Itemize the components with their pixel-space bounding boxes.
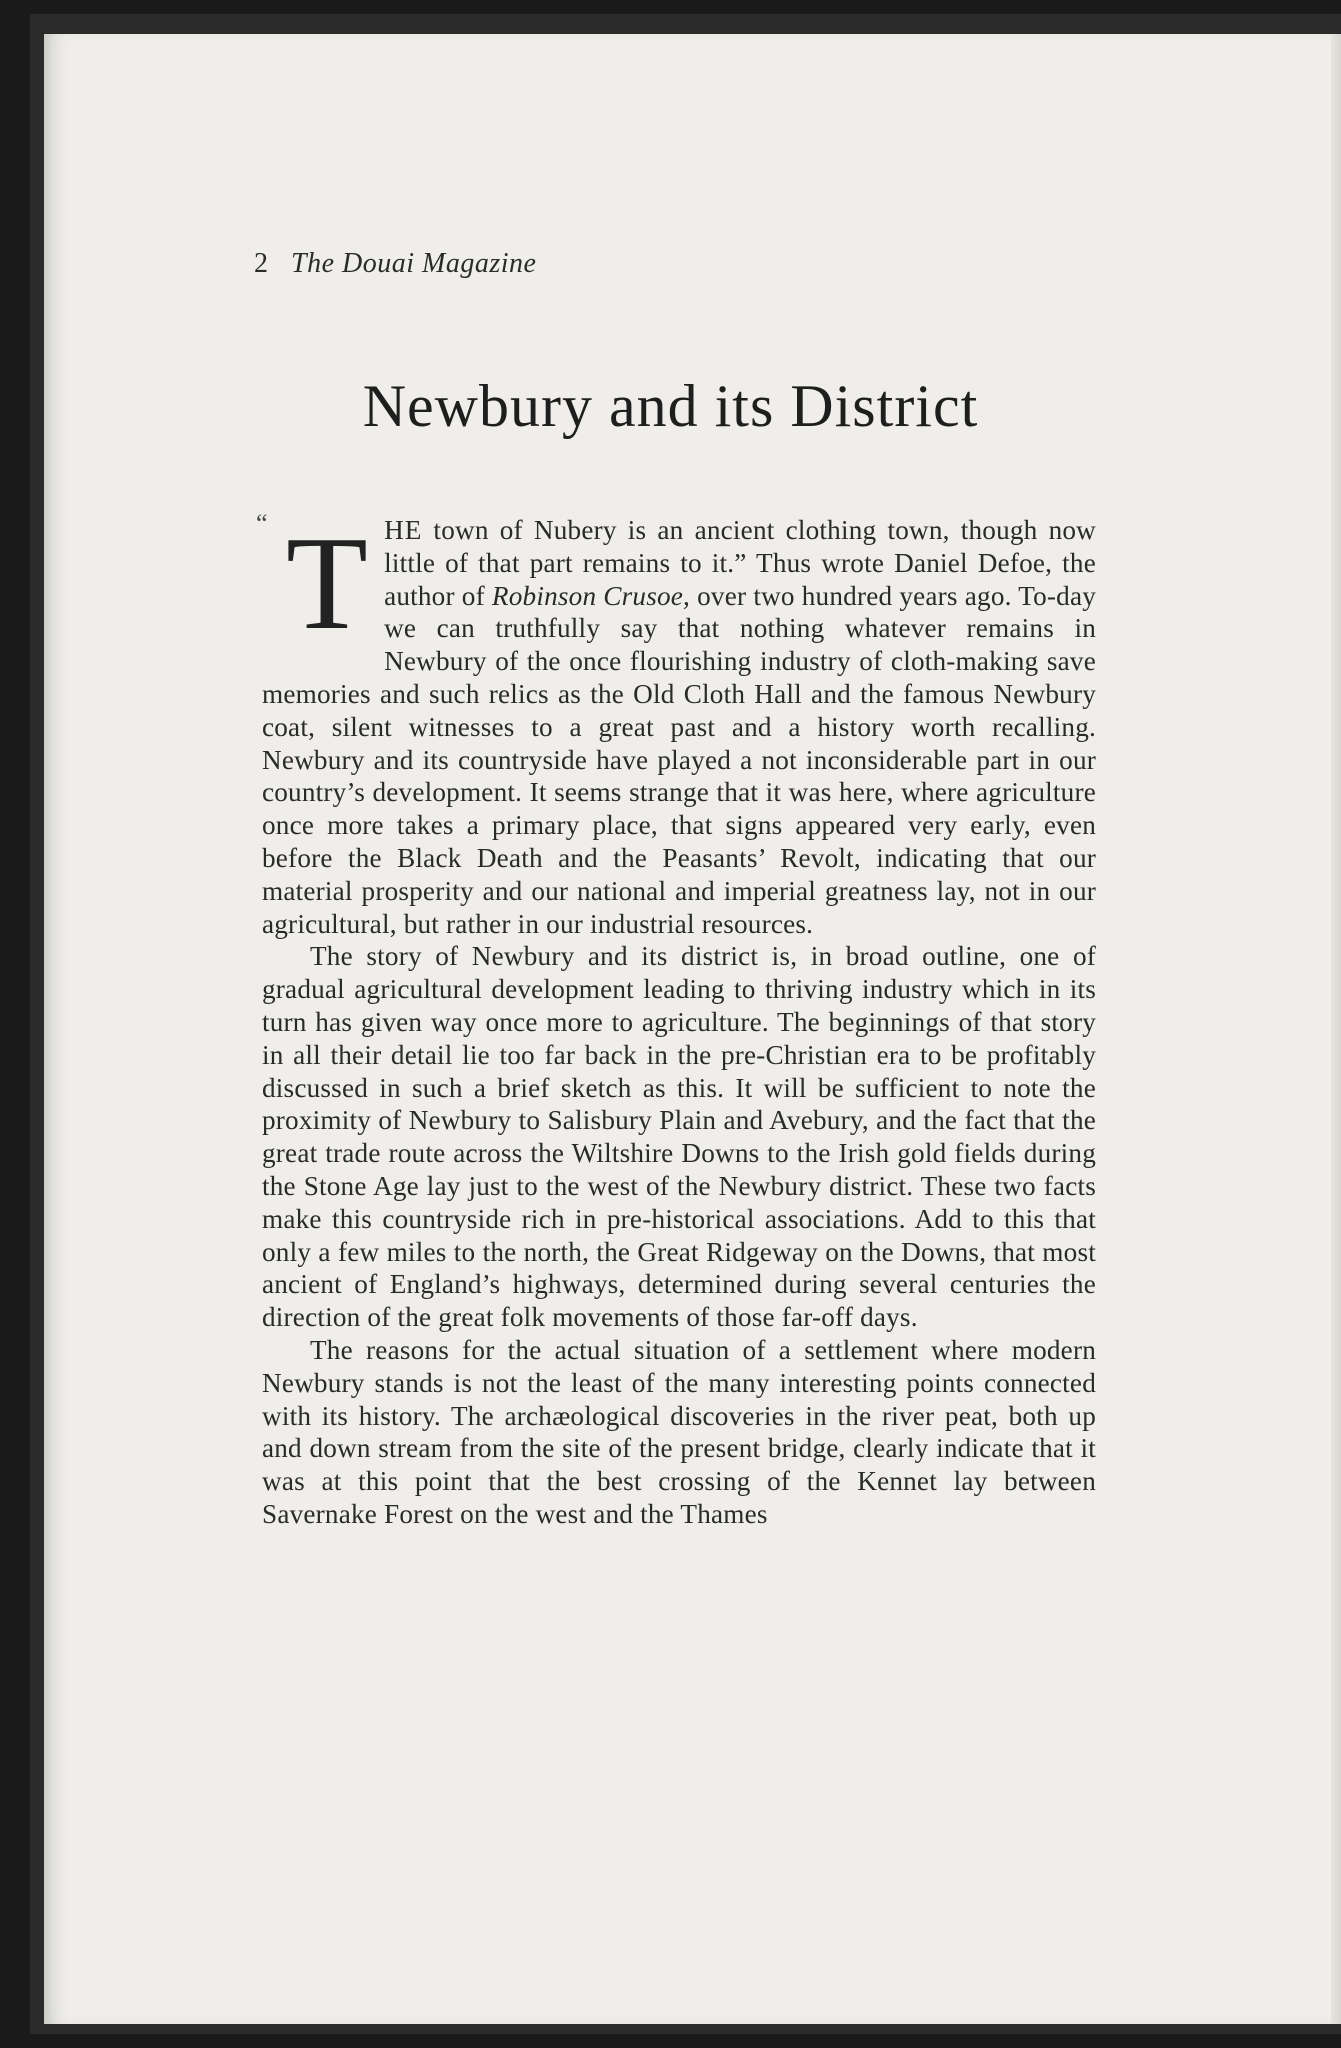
paragraph-1-text-b: over two hundred years ago. To-day we can truthfully say that nothing whatever remains in Newbury of the once flourishing industry of cloth-making save memories and such relics as the Old Cloth Hall and the famous Newbury coat, silent witnesses to a great past and a history worth recalling. Newbury and its countryside have played a not inconsiderable part in our country’s development. It seems strange that it was here, where agriculture once more takes a primary place, that signs appeared very early, even before the Black Death and the Peasants’ Revolt, indicating that our material prosperity and our national and imperial greatness lay, not in our agricultural, but rather in our industrial resources.	[262, 580, 1097, 939]
book-title: Robinson Crusoe,	[491, 580, 691, 611]
paragraph-3: The reasons for the actual situation of a settlement where modern Newbury stands is not the least of the many interesting points connected with its history. The archæological discoveries in the river peat, both up and down stream from the site of the present bridge, clearly indicate that it was at this point that the best crossing of the Kennet lay between Savernake Forest on the west and the Thames	[262, 1334, 1096, 1529]
running-header	[254, 248, 536, 280]
paragraph-1	[262, 509, 1097, 940]
article-title: Newbury and its District	[362, 373, 979, 439]
page-number: 2	[254, 248, 268, 279]
article-body	[256, 509, 1097, 1531]
paragraph-2: The story of Newbury and its district is, in broad outline, one of gradual agricultural development leading to thriving industry which in its turn has given way once more to agriculture. The beginnings of that story in all their detail lie too far back in the pre-Christian era to be profitably discussed in such a brief sketch as this. It will be sufficient to note the proximity of Newbury to Salisbury Plain and Avebury, and the fact that the great trade route across the Wiltshire Downs to the Irish gold fields during the Stone Age lay just to the west of the Newbury district. These two facts make this countryside rich in pre-historical associations. Add to this that only a few miles to the north, the Great Ridgeway on the Downs, that most ancient of England’s highways, determined during several centuries the direction of the great folk movements of those far-off days.	[262, 941, 1096, 1333]
page-edge	[1331, 34, 1341, 2024]
paragraph-1-lead: HE	[384, 515, 423, 545]
paragraph-1-text-a: town of Nubery is an ancient clothing town, though now little of that part remains to it.” Thus wrote Daniel Defoe, the author of	[384, 515, 1096, 611]
magazine-title: The Douai Magazine	[291, 248, 537, 279]
drop-cap: T	[286, 509, 369, 657]
opening-quote-mark: “	[256, 509, 268, 538]
